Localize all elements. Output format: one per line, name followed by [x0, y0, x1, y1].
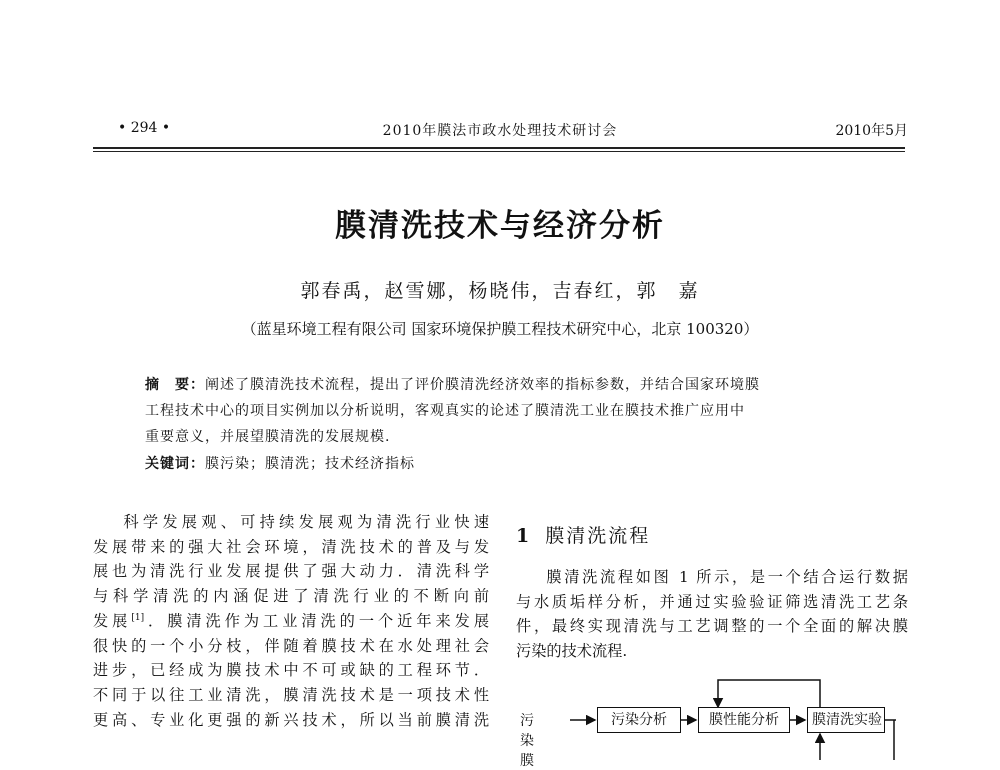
body-line: 展也为清洗行业发展提供了强大动力．清洗科学 [93, 562, 489, 581]
section-number: 1 [516, 525, 532, 547]
abstract-label: 摘 要： [145, 377, 205, 393]
page-number: • 294 • [118, 120, 171, 136]
running-header-conference: 2010年膜法市政水处理技术研讨会 [382, 123, 618, 139]
body-line: 更高、专业化更强的新兴技术，所以当前膜清洗 [93, 710, 489, 729]
abstract-line-2: 工程技术中心的项目实例加以分析说明，客观真实的论述了膜清洗工业在膜技术推广应用中 [145, 403, 745, 419]
body-line: 件，最终实现清洗与工艺调整的一个全面的解决膜 [516, 617, 908, 636]
paper-title: 膜清洗技术与经济分析 [335, 208, 665, 244]
body-left-column [93, 510, 489, 732]
abstract-line-1 [145, 372, 865, 398]
body-line: 与水质垢样分析，并通过实验验证筛选清洗工艺条 [516, 592, 908, 611]
keywords-label: 关键词： [145, 456, 205, 472]
keywords [145, 453, 865, 473]
section-heading [516, 521, 650, 548]
body-line [93, 609, 489, 634]
body-line: 很快的一个小分枝，伴随着膜技术在水处理社会 [93, 636, 489, 655]
body-line: 污染的技术流程. [516, 642, 628, 661]
citation-ref[interactable]: [1] [131, 612, 145, 623]
flowchart-input-label: 污染膜 [520, 713, 534, 769]
running-header-date: 2010年5月 [835, 123, 908, 139]
body-line: 与科学清洗的内涵促进了清洗行业的不断向前 [93, 587, 489, 606]
author-list: 郭春禹，赵雪娜，杨晓伟，吉春红，郭 嘉 [300, 280, 700, 302]
affiliation: （蓝星环境工程有限公司 国家环境保护膜工程技术研究中心，北京 100320） [241, 320, 759, 338]
flowchart-box-membrane-performance: 膜性能分析 [698, 707, 790, 733]
abstract-text: 阐述了膜清洗技术流程，提出了评价膜清洗经济效率的指标参数，并结合国家环境膜 [205, 377, 760, 393]
abstract-line-3: 重要意义，并展望膜清洗的发展规模. [145, 429, 391, 445]
body-line: 不同于以往工业清洗，膜清洗技术是一项技术性 [93, 685, 489, 704]
body-line: 膜清洗流程如图 1 所示，是一个结合运行数据 [546, 568, 908, 586]
body-line: 发展带来的强大社会环境，清洗技术的普及与发 [93, 537, 489, 556]
body-line: 科学发展观、可持续发展观为清洗行业快速 [123, 513, 489, 531]
flowchart-box-fouling-analysis: 污染分析 [597, 707, 681, 733]
header-rule-thin [93, 151, 905, 152]
flowchart-box-cleaning-experiment: 膜清洗实验 [807, 707, 885, 733]
keywords-text: 膜污染；膜清洗；技术经济指标 [205, 456, 415, 472]
body-text: ．膜清洗作为工业清洗的一个近年来发展 [144, 611, 490, 630]
body-right-column [516, 565, 908, 664]
header-rule-thick [93, 147, 905, 149]
abstract [145, 372, 865, 450]
section-title: 膜清洗流程 [545, 525, 651, 547]
body-text: 发展 [93, 611, 132, 630]
body-line: 进步，已经成为膜技术中不可或缺的工程环节． [93, 661, 489, 680]
